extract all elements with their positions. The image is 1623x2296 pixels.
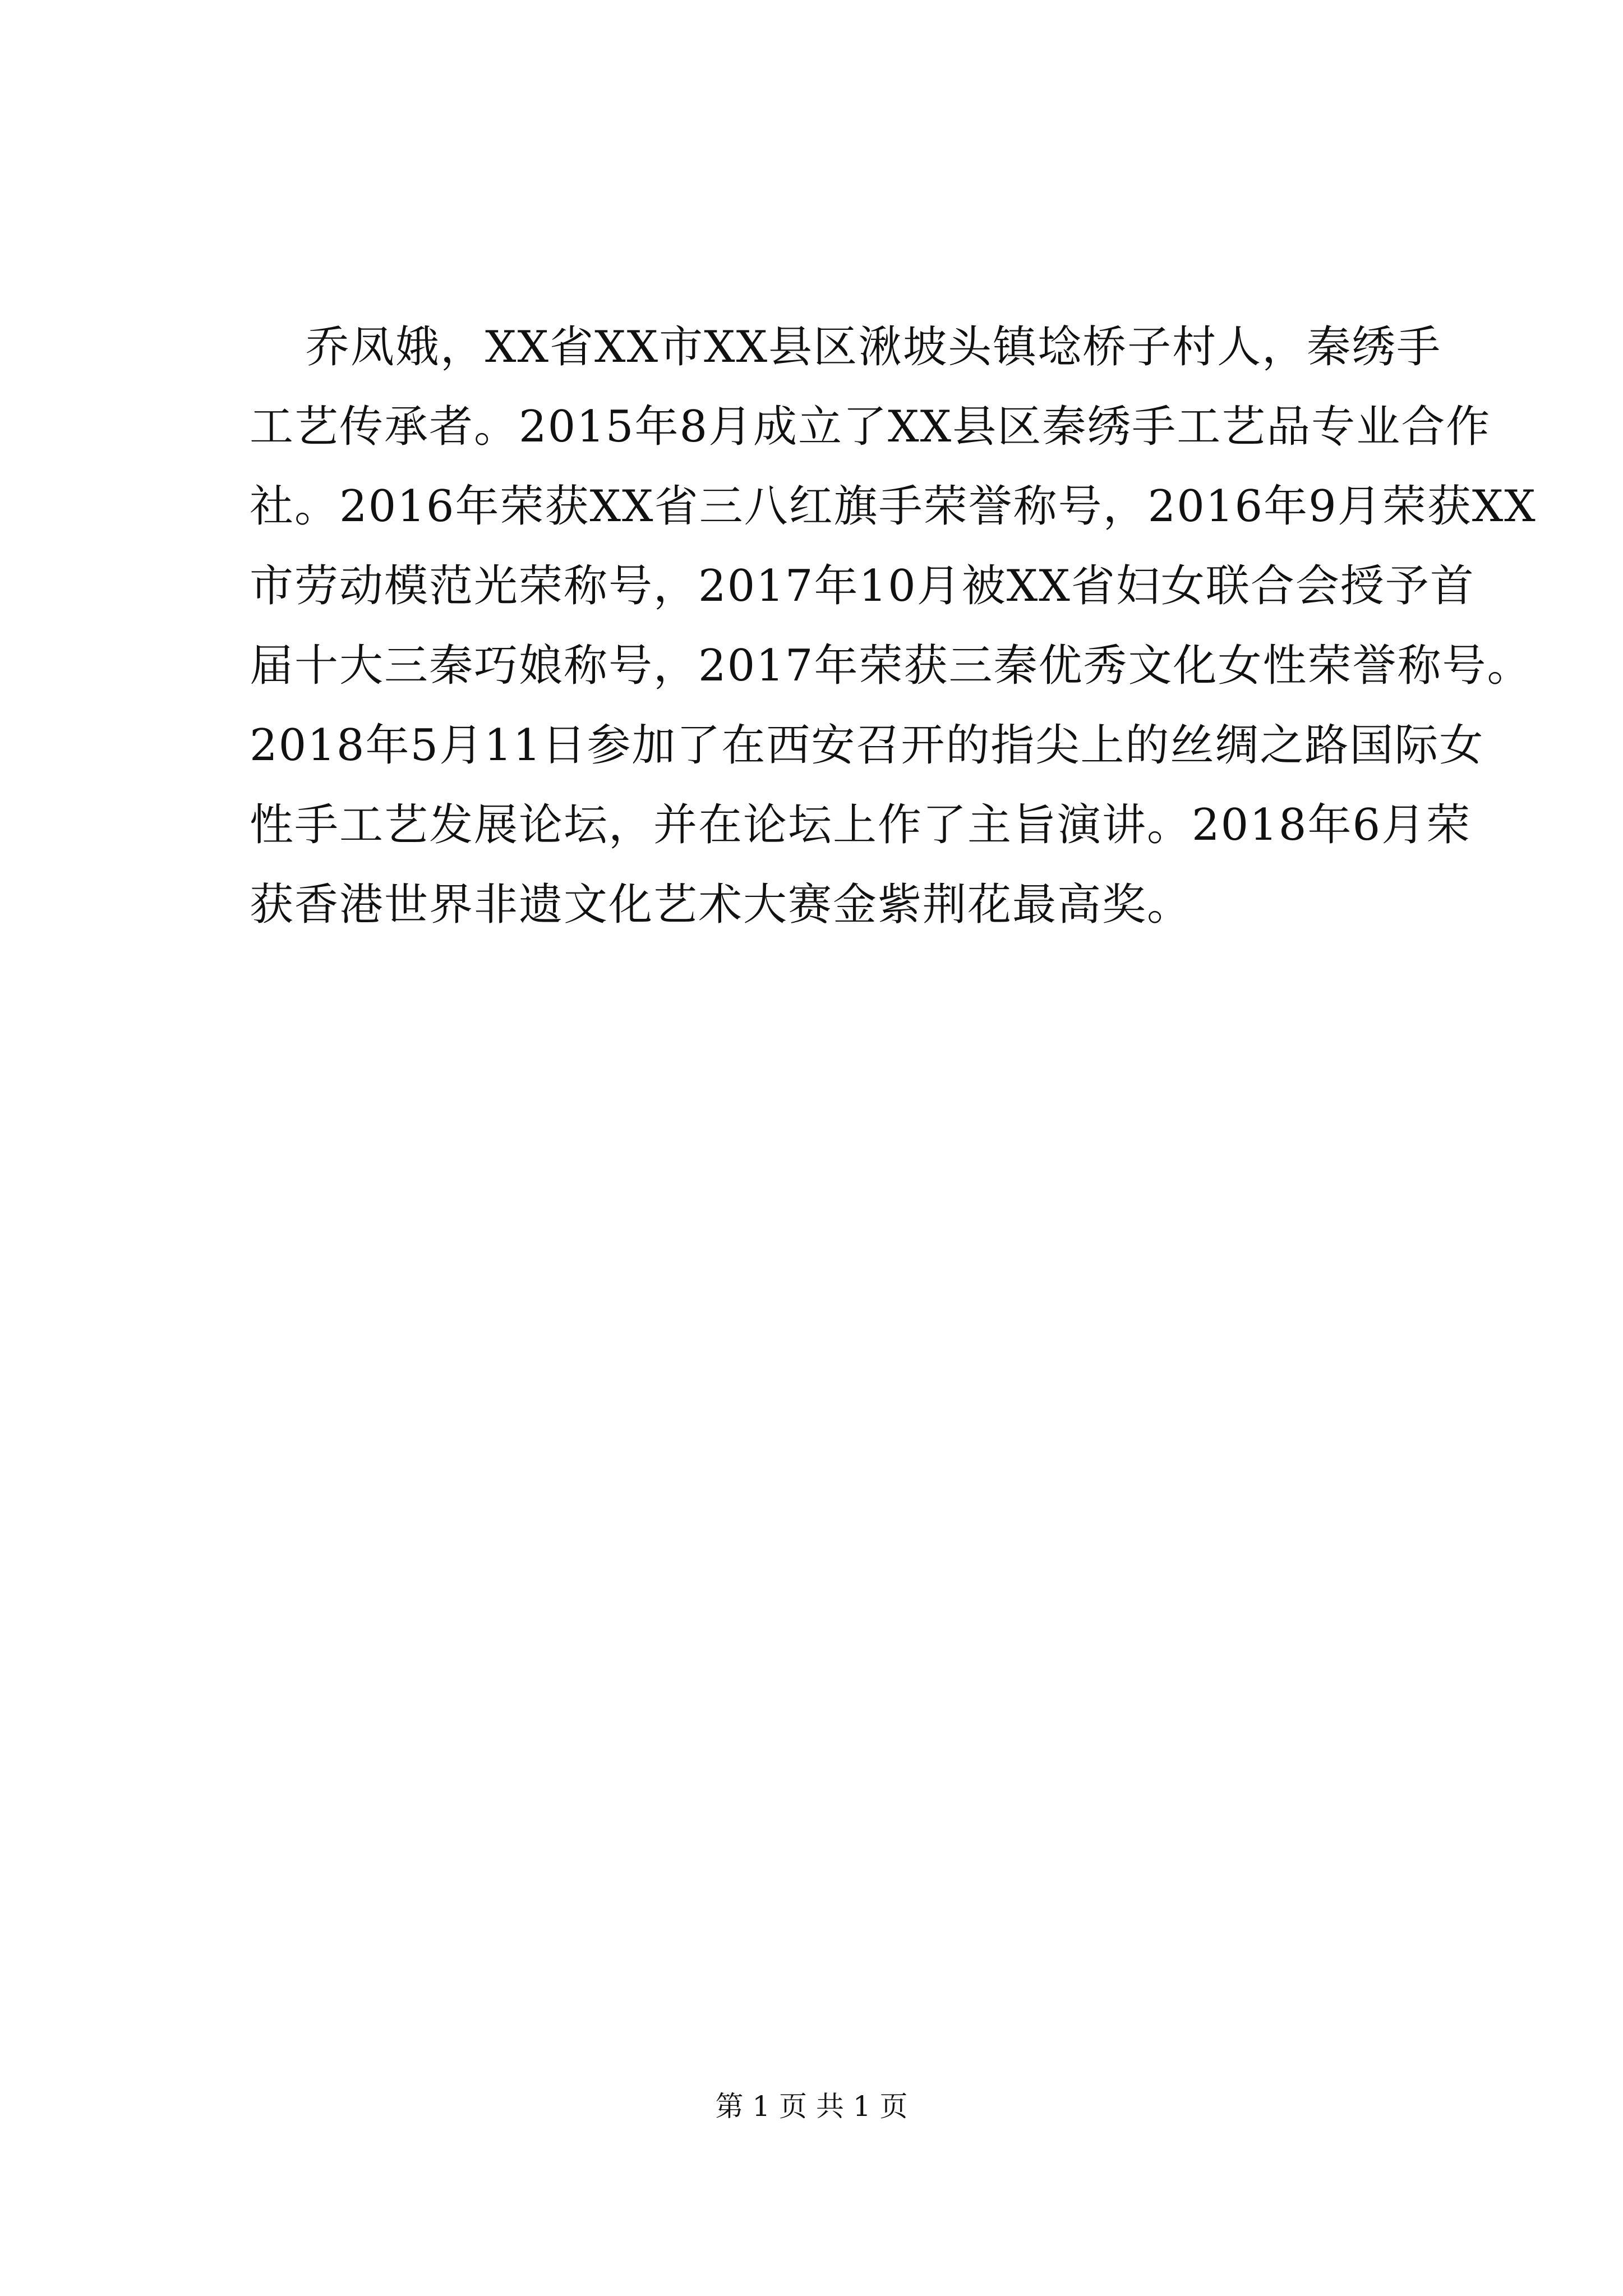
paragraph-line: 2018年5月11日参加了在西安召开的指尖上的丝绸之路国际女	[250, 720, 1484, 771]
paragraph-line: 工艺传承者。2015年8月成立了XX县区秦绣手工艺品专业合作	[250, 402, 1491, 452]
paragraph-line: 社。2016年荣获XX省三八红旗手荣誉称号，2016年9月荣获XX	[250, 481, 1537, 532]
paragraph-line: 获香港世界非遗文化艺术大赛金紫荆花最高奖。	[250, 880, 1192, 930]
paragraph-line: 届十大三秦巧娘称号，2017年荣获三秦优秀文化女性荣誉称号。	[250, 641, 1532, 691]
paragraph-line: 性手工艺发展论坛，并在论坛上作了主旨演讲。2018年6月荣	[250, 800, 1472, 850]
paragraph-line: 市劳动模范光荣称号，2017年10月被XX省妇女联合会授予首	[250, 561, 1475, 611]
page-footer: 第 1 页 共 1 页	[715, 2090, 908, 2123]
paragraph-line: 乔凤娥，XX省XX市XX县区湫坡头镇埝桥子村人，秦绣手	[306, 322, 1442, 372]
body-paragraph	[250, 307, 1537, 945]
